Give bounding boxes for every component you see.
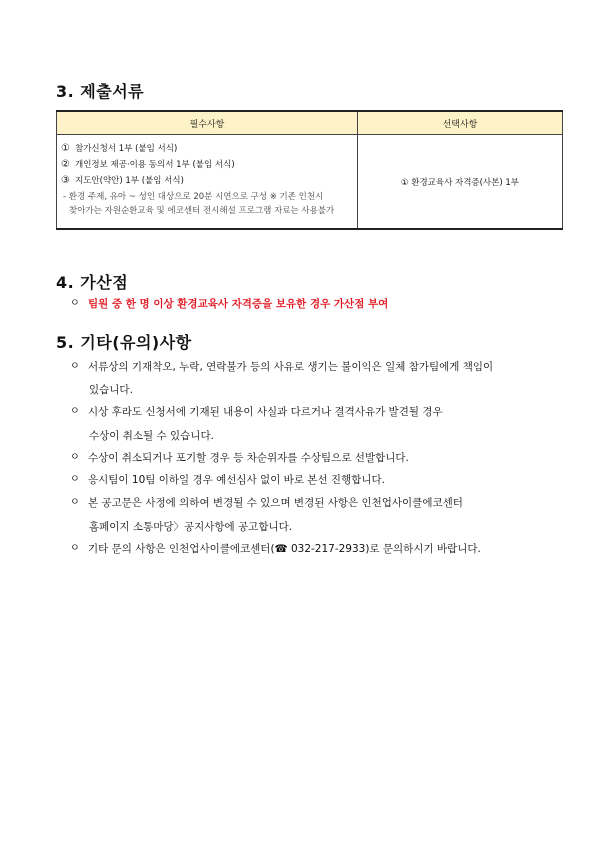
optional-cell — [357, 135, 562, 230]
note-text-continued: 홈페이지 소통마당〉공지사항에 공고합니다. — [89, 521, 293, 533]
table-body-row — [57, 135, 563, 230]
note-text: 수상이 취소되거나 포기할 경우 등 차순위자를 수상팀으로 선발합니다. — [88, 452, 409, 464]
item-number: ② — [61, 159, 70, 170]
note-line-2: 찾아가는 자원순환교육 및 에코센터 전시해설 프로그램 자료는 사용불가 — [69, 206, 335, 216]
required-cell — [57, 135, 358, 230]
required-note — [61, 190, 353, 218]
bullet-icon: ㅇ — [70, 497, 80, 508]
item-text: 개인정보 제공·이용 동의서 1부 (붙임 서식) — [75, 160, 235, 170]
item-number: ① — [61, 143, 70, 154]
required-item — [61, 173, 353, 189]
note-text: 본 공고문은 사정에 의하여 변경될 수 있으며 변경된 사항은 인천업사이클에코센터 — [88, 497, 463, 509]
bonus-text: 팀원 중 한 명 이상 환경교육사 자격증을 보유한 경우 가산점 부여 — [88, 298, 389, 310]
optional-item: ① 환경교육사 자격증(사본) 1부 — [400, 177, 519, 188]
table-header-row — [57, 111, 563, 135]
note-text: 응시팀이 10팀 이하일 경우 예선심사 없이 바로 본선 진행합니다. — [88, 474, 385, 486]
section-title-submission-documents: 3. 제출서류 — [56, 82, 145, 101]
item-text: 지도안(약안) 1부 (붙임 서식) — [75, 176, 184, 186]
required-item — [61, 141, 353, 157]
bullet-icon: ㅇ — [70, 298, 80, 309]
note-text: 서류상의 기재착오, 누락, 연락불가 등의 사유로 생기는 불이익은 일체 참가팀에게 책임이 — [88, 361, 494, 373]
section-title-bonus-points: 4. 가산점 — [56, 273, 129, 292]
note-text: 기타 문의 사항은 인천업사이클에코센터(☎ 032-217-2933)로 문의하시기 바랍니다. — [88, 543, 481, 555]
header-optional: 선택사항 — [357, 111, 562, 135]
item-text: 참가신청서 1부 (붙임 서식) — [75, 144, 178, 154]
submission-documents-table — [56, 110, 563, 230]
bullet-icon: ㅇ — [70, 474, 80, 485]
header-required: 필수사항 — [57, 111, 358, 135]
bullet-icon: ㅇ — [70, 406, 80, 417]
bullet-icon: ㅇ — [70, 452, 80, 463]
bullet-icon: ㅇ — [70, 361, 80, 372]
bullet-icon: ㅇ — [70, 543, 80, 554]
note-line-1: - 환경 주제, 유아 ~ 성인 대상으로 20분 시연으로 구성 ※ 기존 인천시 — [63, 192, 324, 202]
item-number: ③ — [61, 175, 70, 186]
note-text: 시상 후라도 신청서에 기재된 내용이 사실과 다르거나 결격사유가 발견될 경우 — [88, 406, 443, 418]
note-text-continued: 있습니다. — [89, 384, 133, 396]
section-title-other-notes: 5. 기타(유의)사항 — [56, 333, 192, 352]
required-item — [61, 157, 353, 173]
note-text-continued: 수상이 취소될 수 있습니다. — [89, 430, 214, 442]
